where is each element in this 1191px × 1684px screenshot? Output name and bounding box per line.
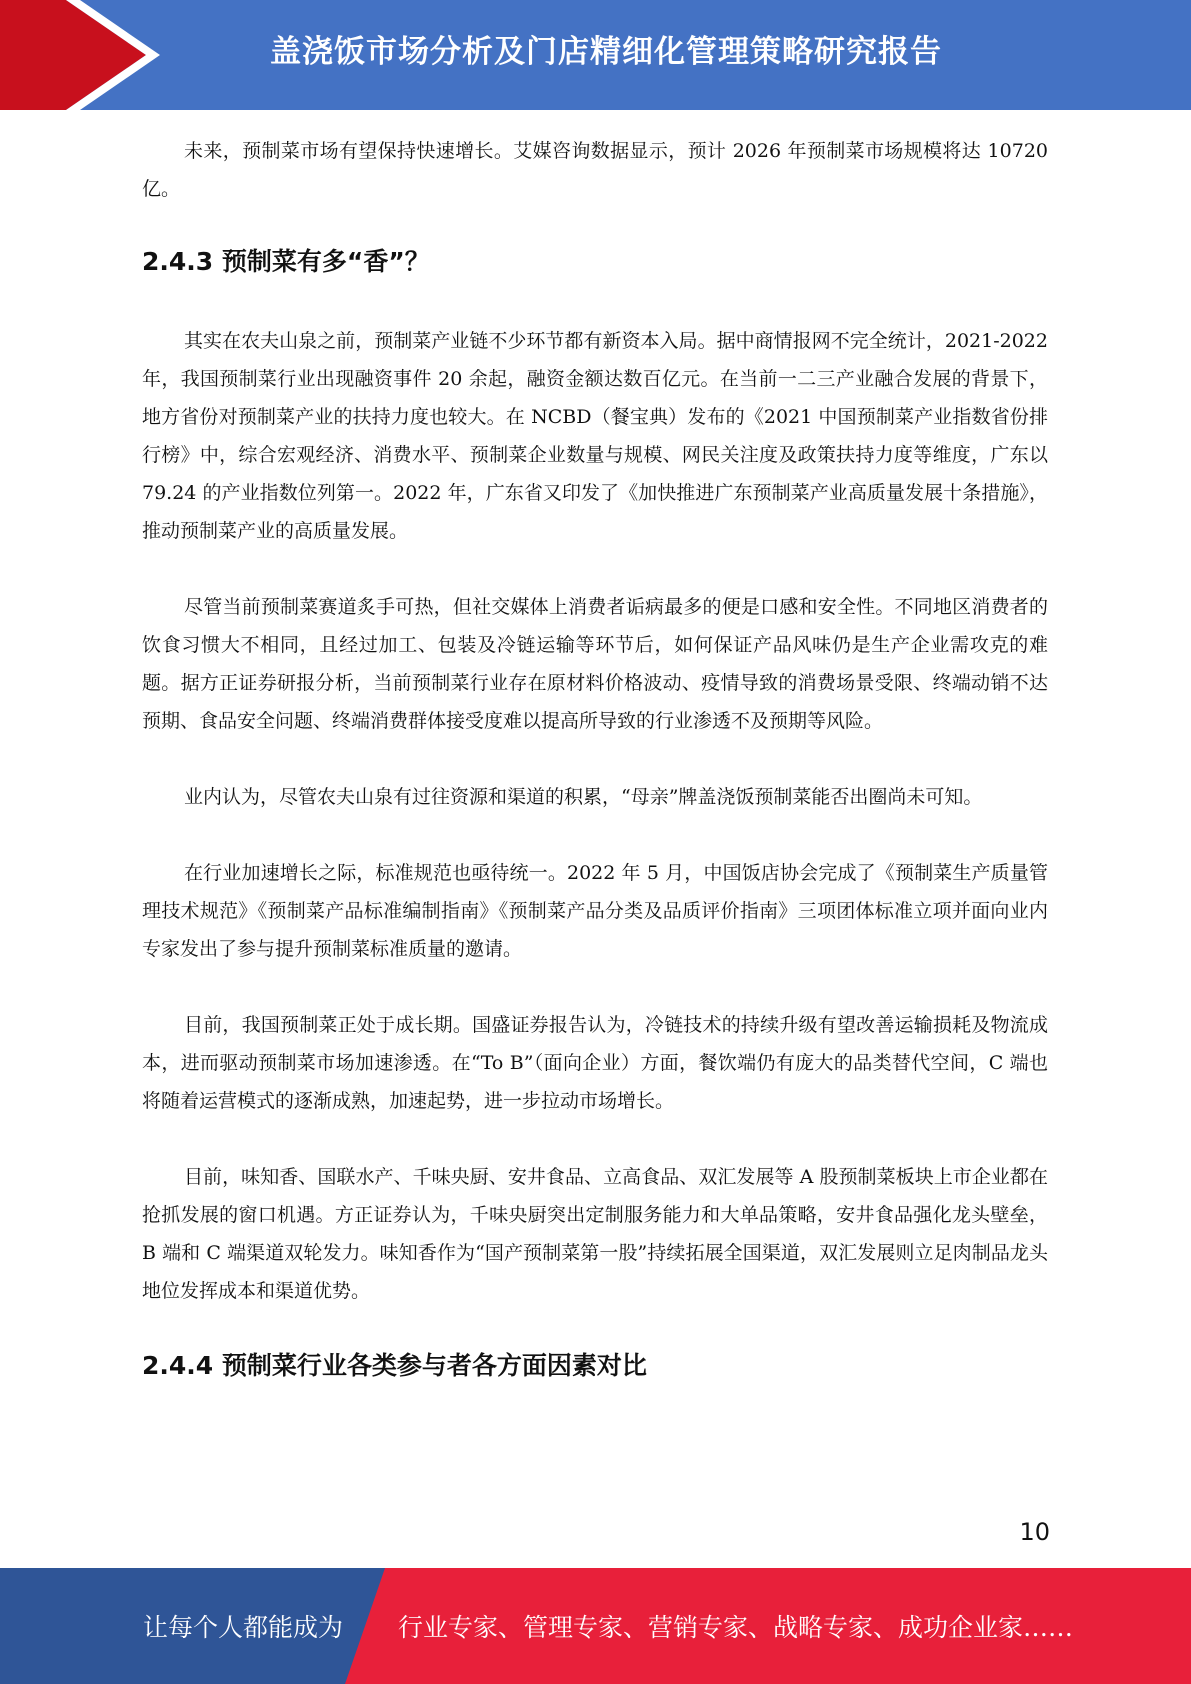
paragraph-listed-companies: 目前，味知香、国联水产、千味央厨、安井食品、立高食品、双汇发展等 A 股预制菜板块上市企业都在抢抓发展的窗口机遇。方正证券认为，千味央厨突出定制服务能力和大单品策略，安井食品强化龙头壁垒，B 端和 C 端渠道双轮发力。味知香作为“国产预制菜第一股”持续拓展全国渠道，双汇发展则立足肉制品龙头地位发挥成本和渠道优势。 — [142, 1166, 1048, 1302]
paragraph-taste-safety: 尽管当前预制菜赛道炙手可热，但社交媒体上消费者诟病最多的便是口感和安全性。不同地区消费者的饮食习惯大不相同，且经过加工、包装及冷链运输等环节后，如何保证产品风味仍是生产企业需攻克的难题。据方正证券研报分析，当前预制菜行业存在原材料价格波动、疫情导致的消费场景受限、终端动销不达预期、食品安全问题、终端消费群体接受度难以提高所导致的行业渗透不及预期等风险。 — [142, 596, 1048, 732]
page-footer — [0, 1568, 1191, 1684]
paragraph-capital-entry: 其实在农夫山泉之前，预制菜产业链不少环节都有新资本入局。据中商情报网不完全统计，2021-2022 年，我国预制菜行业出现融资事件 20 余起，融资金额达数百亿元。在当前一二三产业融合发展的背景下，地方省份对预制菜产业的扶持力度也较大。在 NCBD（餐宝典）发布的《2021 中国预制菜产业指数省份排行榜》中，综合宏观经济、消费水平、预制菜企业数量与规模、网民关注度及政策扶持力度等维度，广东以 79.24 的产业指数位列第一。2022 年，广东省又印发了《加快推进广东预制菜产业高质量发展十条措施》，推动预制菜产业的高质量发展。 — [142, 330, 1048, 542]
page-header — [0, 0, 1191, 110]
paragraph-industry-view: 业内认为，尽管农夫山泉有过往资源和渠道的积累，“母亲”牌盖浇饭预制菜能否出圈尚未可知。 — [184, 786, 983, 808]
footer-slogan-left: 让每个人都能成为 — [143, 1613, 344, 1642]
document-body — [142, 132, 1048, 1382]
section-heading-2-4-3: 2.4.3 预制菜有多“香”？ — [142, 247, 430, 276]
page-number: 10 — [1019, 1518, 1050, 1546]
section-heading-2-4-4: 2.4.4 预制菜行业各类参与者各方面因素对比 — [142, 1351, 647, 1380]
paragraph-market-growth: 未来，预制菜市场有望保持快速增长。艾媒咨询数据显示，预计 2026 年预制菜市场规模将达 10720 亿。 — [142, 140, 1048, 200]
paragraph-standards: 在行业加速增长之际，标准规范也亟待统一。2022 年 5 月，中国饭店协会完成了《预制菜生产质量管理技术规范》《预制菜产品标准编制指南》《预制菜产品分类及品质评价指南》三项团体标准立项并面向业内专家发出了参与提升预制菜标准质量的邀请。 — [142, 862, 1048, 960]
footer-slogan-right: 行业专家、管理专家、营销专家、战略专家、成功企业家…… — [398, 1613, 1074, 1642]
header-chevron-decoration — [0, 0, 160, 110]
report-title: 盖浇饭市场分析及门店精细化管理策略研究报告 — [270, 34, 942, 70]
paragraph-growth-stage: 目前，我国预制菜正处于成长期。国盛证券报告认为，冷链技术的持续升级有望改善运输损耗及物流成本，进而驱动预制菜市场加速渗透。在“To B”（面向企业）方面，餐饮端仍有庞大的品类替代空间，C 端也将随着运营模式的逐渐成熟，加速起势，进一步拉动市场增长。 — [142, 1014, 1048, 1112]
